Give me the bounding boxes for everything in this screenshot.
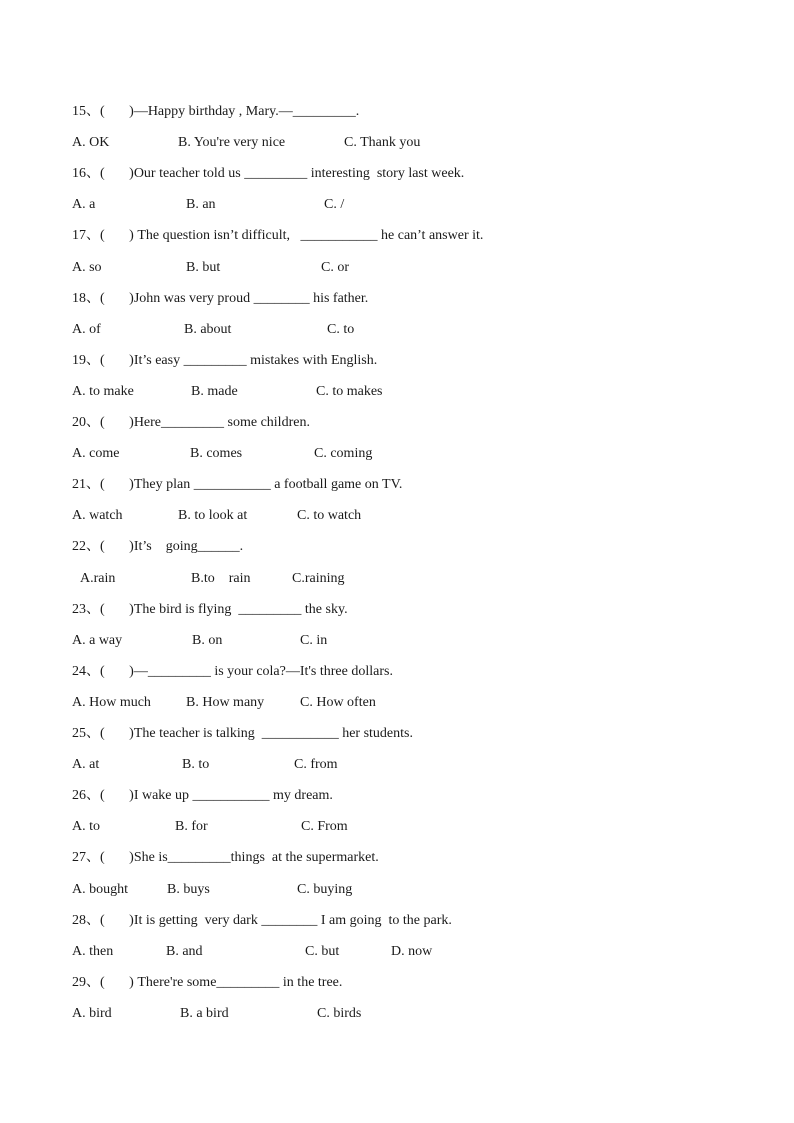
answer-option: A. then: [72, 943, 114, 959]
answer-option: A. OK: [72, 135, 110, 151]
answer-option: A.rain: [80, 570, 116, 586]
question-stem: 18、( )John was very proud ________ his father.: [72, 290, 369, 306]
answer-option: C. How often: [300, 695, 376, 710]
question-stem: 22、( )It’s going______.: [72, 539, 244, 555]
answer-option: C. or: [321, 259, 349, 275]
answer-option: D. now: [391, 943, 433, 959]
options-row: [72, 1004, 712, 1024]
question-stem: 19、( )It’s easy _________ mistakes with English.: [72, 352, 378, 368]
answer-option: A. a: [72, 197, 96, 213]
answer-option: A. How much: [72, 695, 151, 710]
answer-option: C. From: [301, 819, 348, 835]
question-stem: 23、( )The bird is flying _________ the sky.: [72, 601, 348, 617]
question-stem: 24、( )—_________ is your cola?—It's three dollars.: [72, 663, 393, 679]
question-stem: 17、( ) The question isn’t difficult, ___________ he can’t answer it.: [72, 228, 484, 244]
answer-option: B. buys: [167, 881, 210, 897]
answer-option: A. come: [72, 446, 120, 462]
answer-option: B. comes: [190, 446, 243, 462]
question-stem: 15、( )—Happy birthday , Mary.—_________.: [72, 104, 360, 119]
answer-option: B. to look at: [178, 508, 248, 524]
answer-option: C. in: [300, 632, 328, 648]
options-row: [72, 320, 712, 340]
options-row: [72, 506, 712, 526]
answer-option: C. from: [294, 757, 338, 773]
answer-option: B. on: [192, 632, 223, 648]
answer-option: B. but: [186, 259, 221, 275]
answer-option: A. a way: [72, 632, 123, 648]
answer-option: A. bird: [72, 1006, 112, 1021]
answer-option: C. but: [305, 943, 340, 959]
answer-option: A. watch: [72, 508, 123, 524]
question-stem: 16、( )Our teacher told us _________ interesting story last week.: [72, 166, 465, 182]
answer-option: B. about: [184, 321, 232, 337]
question-stem: 29、( ) There're some_________ in the tree.: [72, 974, 343, 990]
answer-option: A. to make: [72, 384, 134, 399]
answer-option: A. bought: [72, 881, 128, 897]
answer-option: C. to watch: [297, 508, 362, 524]
answer-option: A. at: [72, 757, 100, 773]
answer-option: C. coming: [314, 446, 373, 462]
answer-option: C.raining: [292, 570, 345, 586]
options-row: [72, 133, 712, 153]
answer-option: A. of: [72, 321, 101, 337]
answer-option: B. to: [182, 757, 210, 773]
question-stem: 20、( )Here_________ some children.: [72, 415, 310, 430]
answer-option: A. to: [72, 819, 100, 835]
question-stem: 25、( )The teacher is talking ___________ her students.: [72, 726, 413, 741]
answer-option: B. for: [175, 819, 208, 835]
answer-option: C. to makes: [316, 384, 383, 399]
answer-option: B.to rain: [191, 570, 251, 586]
answer-option: C. birds: [317, 1006, 362, 1021]
options-row: [72, 755, 712, 775]
answer-option: B. made: [191, 384, 238, 399]
answer-option: C. buying: [297, 881, 353, 897]
answer-option: B. an: [186, 197, 216, 213]
options-row: [72, 880, 712, 900]
options-row: [72, 569, 712, 589]
question-stem: 26、( )I wake up ___________ my dream.: [72, 788, 333, 804]
options-row: [72, 942, 712, 962]
options-row: [72, 693, 712, 713]
options-row: [72, 382, 712, 402]
options-row: [72, 444, 712, 464]
answer-option: B. You're very nice: [178, 135, 286, 151]
answer-option: B. a bird: [180, 1006, 229, 1021]
question-stem: 21、( )They plan ___________ a football game on TV.: [72, 477, 403, 493]
answer-option: C. to: [327, 321, 355, 337]
options-row: [72, 258, 712, 278]
options-row: [72, 631, 712, 651]
question-stem: 27、( )She is_________things at the supermarket.: [72, 850, 379, 866]
options-row: [72, 817, 712, 837]
answer-option: C. Thank you: [344, 135, 421, 151]
answer-option: A. so: [72, 259, 102, 275]
answer-option: B. How many: [186, 695, 265, 710]
options-row: [72, 195, 712, 215]
answer-option: C. /: [324, 197, 345, 213]
answer-option: B. and: [166, 943, 203, 959]
question-stem: 28、( )It is getting very dark ________ I am going to the park.: [72, 912, 452, 928]
